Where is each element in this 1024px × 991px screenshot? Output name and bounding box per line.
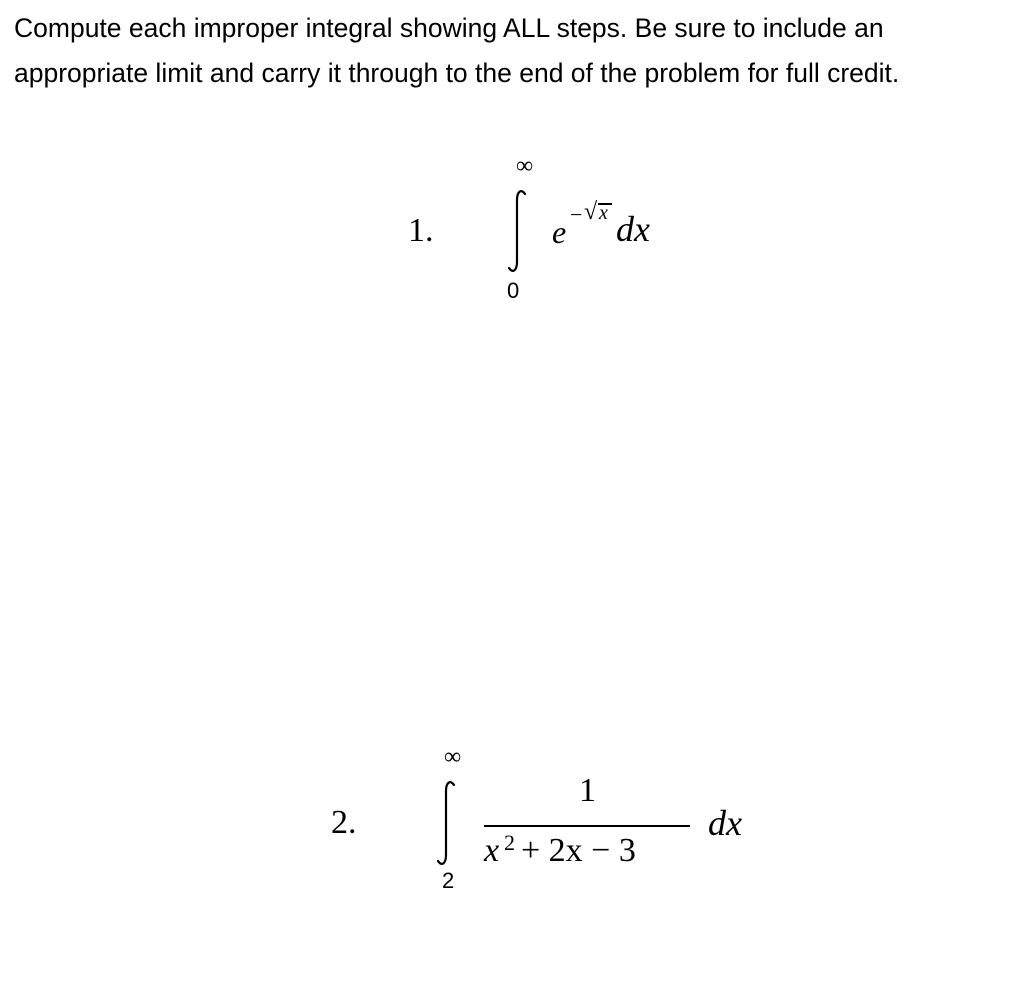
- integral-sign-icon: [434, 779, 458, 867]
- problem-1-upper-limit: ∞: [516, 153, 534, 179]
- problem-2-lower-limit: 2: [442, 868, 455, 893]
- problem-2-denominator-power: 2: [504, 830, 515, 855]
- fraction-bar: [484, 825, 690, 827]
- problem-1-exponent-var: x: [599, 202, 608, 224]
- radical-icon: √: [584, 199, 598, 225]
- problem-1-lower-limit: 0: [507, 278, 520, 303]
- instructions-text: [14, 6, 1019, 96]
- problem-1-differential: dx: [616, 209, 650, 249]
- problem-1-base: e: [552, 214, 567, 250]
- problem-2-number: 2.: [331, 804, 357, 841]
- instructions-line-2: appropriate limit and carry it through to the end of the problem for full credit.: [14, 58, 900, 88]
- problem-2-denominator-x: x: [484, 832, 500, 869]
- problem-2-numerator: 1: [579, 772, 596, 809]
- problem-2-differential: dx: [708, 803, 742, 843]
- problem-1-exponent-sign: −: [570, 202, 583, 227]
- problem-1-number: 1.: [408, 212, 434, 249]
- instructions-line-1: Compute each improper integral showing ALL steps. Be sure to include an: [14, 13, 884, 43]
- integral-sign-icon: [505, 188, 529, 274]
- problem-2-denominator-rest: + 2x − 3: [521, 832, 636, 869]
- problem-2-upper-limit: ∞: [444, 744, 462, 770]
